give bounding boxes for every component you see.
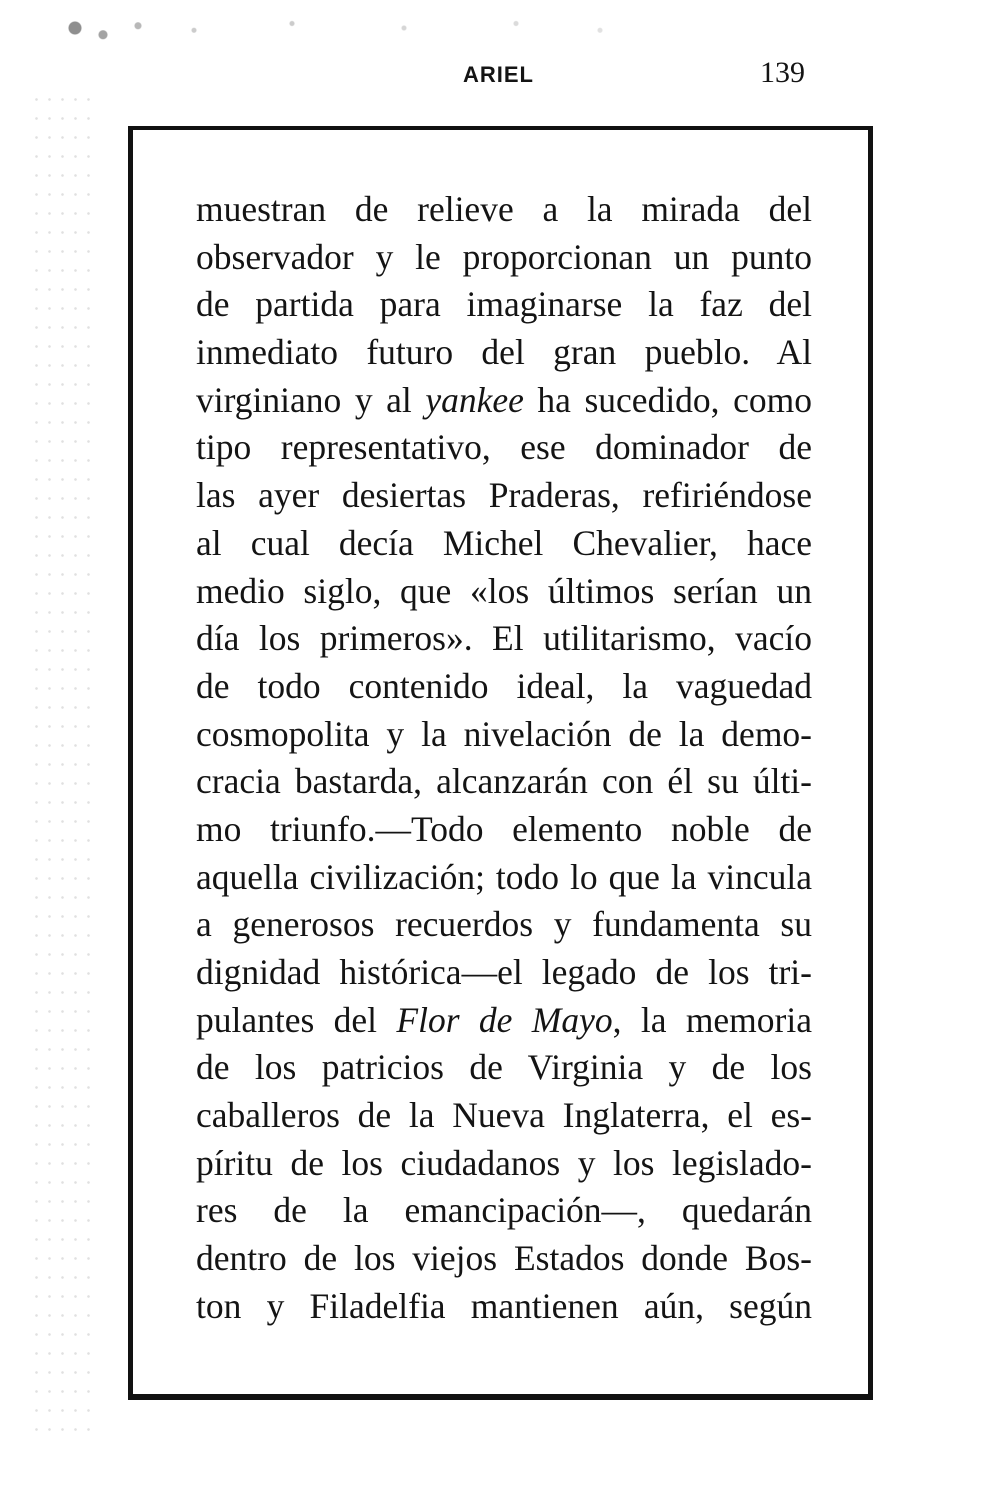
text-line: medio siglo, que «los últimos serían un	[196, 570, 812, 611]
text-line: caballeros de la Nueva Inglaterra, el es-	[196, 1095, 812, 1136]
text-line: de los patricios de Virginia y de los	[196, 1047, 812, 1088]
text-line-part: ha sucedido, como	[523, 379, 812, 420]
text-line: mo triunfo.—Todo elemento noble de	[196, 808, 812, 849]
text-line: píritu de los ciudadanos y los legislado-	[196, 1142, 812, 1183]
text-line	[196, 377, 812, 425]
body-text	[196, 186, 812, 1331]
scan-speckle-margin	[30, 90, 100, 1440]
text-line: ton y Filadelfia mantienen aún, según	[196, 1285, 812, 1326]
text-line: inmediato futuro del gran pueblo. Al	[196, 332, 812, 373]
text-line: muestran de relieve a la mirada del	[196, 189, 812, 229]
italic-term: Flor de Mayo	[396, 999, 613, 1040]
text-line-part: , la memoria	[612, 999, 812, 1040]
text-line: cracia bastarda, alcanzarán con él su últi-	[196, 761, 812, 802]
text-line: las ayer desiertas Praderas, refiriéndose	[196, 475, 812, 516]
text-line: cosmopolita y la nivelación de la demo-	[196, 713, 812, 754]
text-line: tipo representativo, ese dominador de	[196, 427, 812, 468]
text-line: dentro de los viejos Estados donde Bos-	[196, 1238, 812, 1279]
running-title: ARIEL	[463, 62, 534, 87]
text-line	[196, 997, 812, 1045]
text-line-part: pulantes del	[196, 999, 397, 1040]
text-line: dignidad histórica—el legado de los tri-	[196, 952, 812, 992]
text-line: día los primeros». El utilitarismo, vacío	[196, 618, 812, 659]
text-line: de todo contenido ideal, la vaguedad	[196, 665, 812, 706]
scan-speckle-top	[40, 10, 740, 55]
text-line: al cual decía Michel Chevalier, hace	[196, 522, 812, 563]
text-line: a generosos recuerdos y fundamenta su	[196, 904, 812, 945]
text-line-part: virginiano y al	[196, 379, 426, 420]
text-line: res de la emancipación—, quedarán	[196, 1190, 812, 1231]
page-number: 139	[760, 56, 805, 89]
italic-term: yankee	[425, 379, 524, 420]
text-line: de partida para imaginarse la faz del	[196, 284, 812, 325]
text-line: aquella civilización; todo lo que la vincula	[196, 856, 812, 897]
text-line: observador y le proporcionan un punto	[196, 236, 812, 277]
